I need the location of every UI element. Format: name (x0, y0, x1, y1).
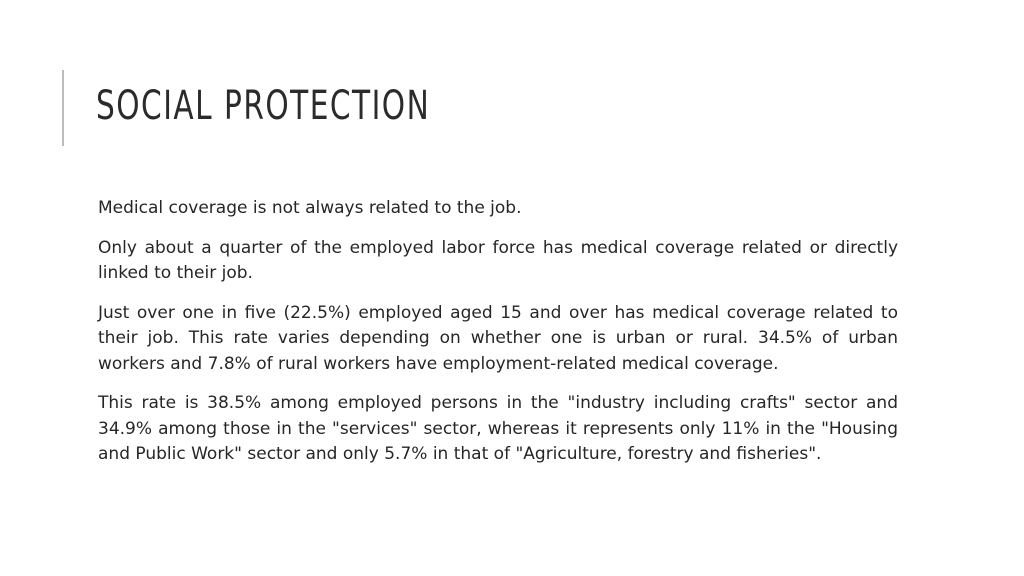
title-accent-bar (62, 70, 64, 146)
body-paragraph-2: Only about a quarter of the employed labor force has medical coverage related or directly linked to their job. (98, 237, 898, 283)
slide-body (98, 196, 898, 482)
body-paragraph-1: Medical coverage is not always related to the job. (98, 198, 522, 218)
body-paragraph-3: Just over one in five (22.5%) employed aged 15 and over has medical coverage related to their job. This rate varies depending on whether one is urban or rural. 34.5% of urban workers and 7.8% of rural workers have employment-related medical coverage. (98, 302, 898, 374)
slide-title: SOCIAL PROTECTION (96, 83, 431, 129)
body-paragraph-4: This rate is 38.5% among employed persons in the "industry including crafts" sector and 34.9% among those in the "services" sector, whereas it represents only 11% in the "Housing and Public Work" sector and only 5.7% in that of "Agriculture, forestry and fisheries". (98, 393, 898, 464)
